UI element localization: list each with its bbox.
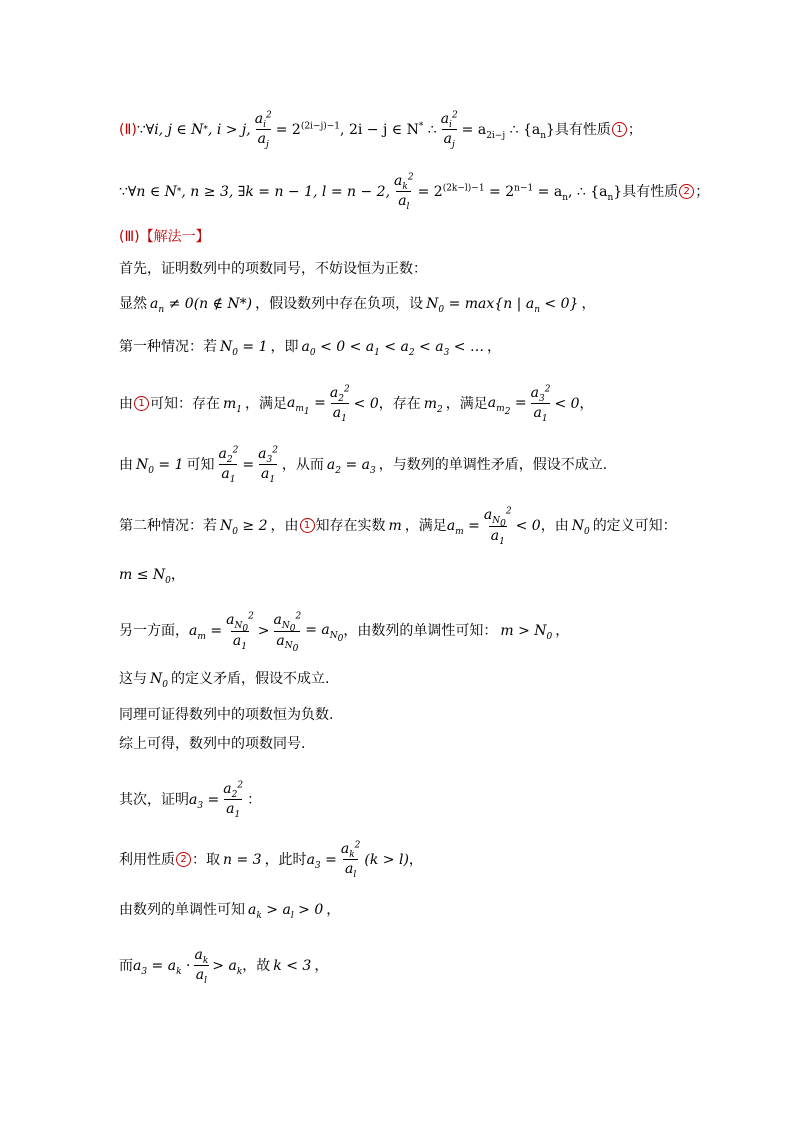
fraction: $\frac{a_{N_0}^2}{a_{N_0}}$ <box>273 611 302 655</box>
contradiction-line: 这与 $N_0$ 的定义矛盾，假设不成立. <box>119 671 330 690</box>
fraction: $\frac{a_i^2}{a_j}$ <box>254 110 272 151</box>
fraction: $\frac{a_2^2}{a_1}$ <box>218 445 239 486</box>
fraction: $\frac{a_k}{a_l}$ <box>194 947 209 987</box>
fraction: $\frac{a_k^2}{a_l}$ <box>340 840 361 881</box>
circled-one: 1 <box>300 518 315 533</box>
fraction: $\frac{a_2^2}{a_1}$ <box>329 384 350 425</box>
part2-label: (Ⅱ) <box>119 121 137 138</box>
method-title: 【解法一】 <box>139 229 210 245</box>
fraction: $\frac{a_3^2}{a_1}$ <box>530 384 551 425</box>
from-prop1-line: 由 1 可知：存在 $m_1$ ，满足 $a_{m_1}$ = $\frac{a_2^2}{a_1}$ < 0 ，存在 $m_2$ ，满足 $a_{m_2}$ = $\frac{a_3^2}{a_1}$ < 0 ， <box>119 384 594 425</box>
similarly-line: 同理可证得数列中的项数恒为负数. <box>119 707 334 723</box>
part2-line1: (Ⅱ) ∵∀ i, j ∈ N * , i > j, $\frac{a_i^2}{a_j}$ = $2^{(2i-j)-1}$, 2i − j ∈ N* ∴ $\frac{a_i^2}{a_j}$ = $a_{2i-j}$ ∴ $\{a_n\}$ 具有性质 1 ； <box>119 110 642 151</box>
fraction: $\frac{a_2^2}{a_1}$ <box>223 780 244 821</box>
circled-one: 1 <box>134 396 149 411</box>
final-line: 而 $a_3 = a_k$ · $\frac{a_k}{a_l}$ > $a_k$ ，故 k < 3 ， <box>119 947 329 987</box>
from-n0-line: 由 $N_0 = 1$ 可知 $\frac{a_2^2}{a_1}$ = $\frac{a_3^2}{a_1}$ ，从而 $a_2 = a_3$ ，与数列的单调性矛盾，假设不成立. <box>119 445 608 486</box>
circled-two: 2 <box>176 852 191 867</box>
conclusion-line: 综上可得，数列中的项数同号. <box>119 736 306 752</box>
part3-header: (Ⅲ) 【解法一】 <box>119 229 210 245</box>
fraction: $\frac{a_3^2}{a_1}$ <box>258 445 278 486</box>
case2-line: 第二种情况：若 $N_0 \ge 2$ ，由 1 知存在实数 m ，满足 $a_m$ = $\frac{a_{N_0}^2}{a_1}$ < 0 ，由 $N_0$ 的定义可知： <box>119 506 677 547</box>
circled-two: 2 <box>679 184 694 199</box>
next-line: 其次，证明 $a_3$ = $\frac{a_2^2}{a_1}$ ： <box>119 780 262 821</box>
m-le-line: $m \le N_0$ ， <box>119 567 185 586</box>
intro-line: 首先，证明数列中的项数同号，不妨设恒为正数： <box>119 261 427 277</box>
fraction: $\frac{a_{N_0}^2}{a_1}$ <box>226 611 254 652</box>
use-prop2-line: 利用性质 2 ：取 n = 3 ，此时 $a_3$ = $\frac{a_k^2}{a_l}$ (k > l) ， <box>119 840 423 881</box>
fraction: $\frac{a_k^2}{a_l}$ <box>394 172 414 213</box>
fraction: $\frac{a_{N_0}^2}{a_1}$ <box>483 506 512 547</box>
other-hand-line: 另一方面， $a_m$ = $\frac{a_{N_0}^2}{a_1}$ > $\frac{a_{N_0}^2}{a_{N_0}}$ = $a_{N_0}$ ，由数列的单调性可知： $m > N_0$ ， <box>119 611 570 655</box>
part2-line2: ∵∀ n ∈ N * , n ≥ 3, ∃k = n − 1, l = n − 2, $\frac{a_k^2}{a_l}$ = $2^{(2k-l)-1} = 2^{n-1} = a_n$, ∴ $\{a_n\}$ 具有性质 2 ； <box>119 172 710 213</box>
circled-one: 1 <box>612 122 627 137</box>
obvious-line: 显然 $a_n \ne 0(n$ ∉ N*) ，假设数列中存在负项，设 $N_0 = \max\{n$ | $a_n < 0$} ， <box>119 296 596 315</box>
mono2-line: 由数列的单调性可知 $a_k > a_l > 0$ ， <box>119 902 341 921</box>
fraction: $\frac{a_i^2}{a_j}$ <box>440 110 458 151</box>
case1-line: 第一种情况：若 $N_0 = 1$ ，即 $a_0 < 0 < a_1 < a_2 < a_3$ < … ， <box>119 339 501 358</box>
